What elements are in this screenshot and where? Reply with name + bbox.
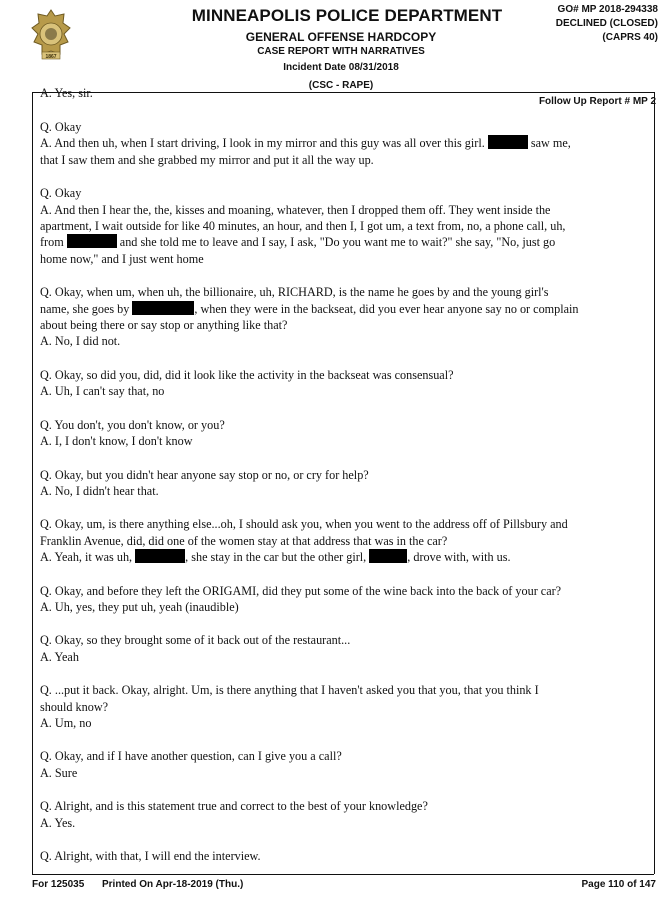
answer: A. Yeah xyxy=(40,649,79,664)
answer-continued: home now," and I just went home xyxy=(40,251,204,266)
answer: A. No, I didn't hear that. xyxy=(40,483,159,498)
question: Q. Okay, and before they left the ORIGAMI, did they put some of the wine back into the back of your car? xyxy=(40,583,562,598)
question: Q. Okay, um, is there anything else...oh, I should ask you, when you went to the address off of Pillsbury and xyxy=(40,517,568,532)
answer: A. Um, no xyxy=(40,715,92,730)
question-continued: should know? xyxy=(40,699,109,714)
redaction-box xyxy=(67,234,117,248)
question: Q. Okay, but you didn't hear anyone say stop or no, or cry for help? xyxy=(40,467,369,482)
badge-year: 1867 xyxy=(45,54,57,60)
incident-date: Incident Date 08/31/2018 xyxy=(283,62,399,73)
question: Q. Okay, when um, when uh, the billionaire, uh, RICHARD, is the name he goes by and the young girl's xyxy=(40,285,549,300)
answer: A. And then I hear the, the, kisses and moaning, whatever, then I dropped them off. They went inside the xyxy=(40,202,551,217)
answer: A. Uh, yes, they put uh, yeah (inaudible) xyxy=(40,599,239,614)
redaction-box xyxy=(135,549,185,563)
question: Q. You don't, you don't know, or you? xyxy=(40,417,225,432)
question: Q. Alright, with that, I will end the interview. xyxy=(40,849,261,863)
question: Q. Alright, and is this statement true and correct to the best of your knowledge? xyxy=(40,799,428,814)
question: Q. ...put it back. Okay, alright. Um, is there anything that I haven't asked you that you, that you think I xyxy=(40,683,539,698)
redaction-box xyxy=(132,301,194,315)
system-code: (CAPRS 40) xyxy=(602,32,658,43)
footer-printed-date: Printed On Apr-18-2019 (Thu.) xyxy=(102,879,244,890)
content-left-border xyxy=(32,92,33,874)
answer: A. No, I did not. xyxy=(40,334,121,349)
case-status: DECLINED (CLOSED) xyxy=(555,18,658,29)
answer: A. Yeah, it was uh, , she stay in the car but the other girl, , drove with, with us. xyxy=(40,550,511,565)
content-right-border xyxy=(654,92,655,874)
answer-continued: that I saw them and she grabbed my mirror and put it all the way up. xyxy=(40,152,374,167)
question: Q. Okay xyxy=(40,186,82,201)
department-title: MINNEAPOLIS POLICE DEPARTMENT xyxy=(191,6,503,25)
cut-off-line: A. Yes, sir. xyxy=(40,88,93,100)
go-number: GO# MP 2018-294338 xyxy=(557,4,658,15)
content-bottom-border xyxy=(32,874,654,875)
question: Q. Okay, so they brought some of it back out of the restaurant... xyxy=(40,633,351,648)
question-continued: name, she goes by , when they were in the backseat, did you ever hear anyone say no or complain xyxy=(40,301,579,316)
offense-type: (CSC - RAPE) xyxy=(308,80,374,91)
answer: A. And then uh, when I start driving, I look in my mirror and this guy was all over this girl. saw me, xyxy=(40,136,571,151)
answer: A. Uh, I can't say that, no xyxy=(40,384,165,399)
question: Q. Okay xyxy=(40,120,82,134)
answer: A. Yes. xyxy=(40,815,76,830)
question-continued: Franklin Avenue, did, did one of the women stay at that address that was in the car? xyxy=(40,533,448,548)
answer-continued: apartment, I wait outside for like 40 minutes, an hour, and then I, I got um, a text from, no, a phone call, uh, xyxy=(40,219,566,234)
question: Q. Okay, and if I have another question, can I give you a call? xyxy=(40,749,342,764)
report-type: CASE REPORT WITH NARRATIVES xyxy=(257,46,425,57)
interview-transcript xyxy=(40,88,652,864)
redaction-box xyxy=(488,135,528,149)
answer: A. Sure xyxy=(40,765,78,780)
question: Q. Okay, so did you, did, did it look like the activity in the backseat was consensual? xyxy=(40,367,454,382)
answer: A. I, I don't know, I don't know xyxy=(40,434,193,449)
footer-page-number: Page 110 of 147 xyxy=(581,879,656,890)
report-hardcopy-title: GENERAL OFFENSE HARDCOPY xyxy=(245,30,437,44)
redaction-box xyxy=(369,549,407,563)
answer-continued: from and she told me to leave and I say, I ask, "Do you want me to wait?" she say, "No, just go xyxy=(40,235,556,250)
question-continued: about being there or say stop or anything like that? xyxy=(40,318,288,333)
footer-for-id: For 125035 xyxy=(32,879,85,890)
follow-up-report-number: Follow Up Report # MP 2 xyxy=(538,96,656,107)
